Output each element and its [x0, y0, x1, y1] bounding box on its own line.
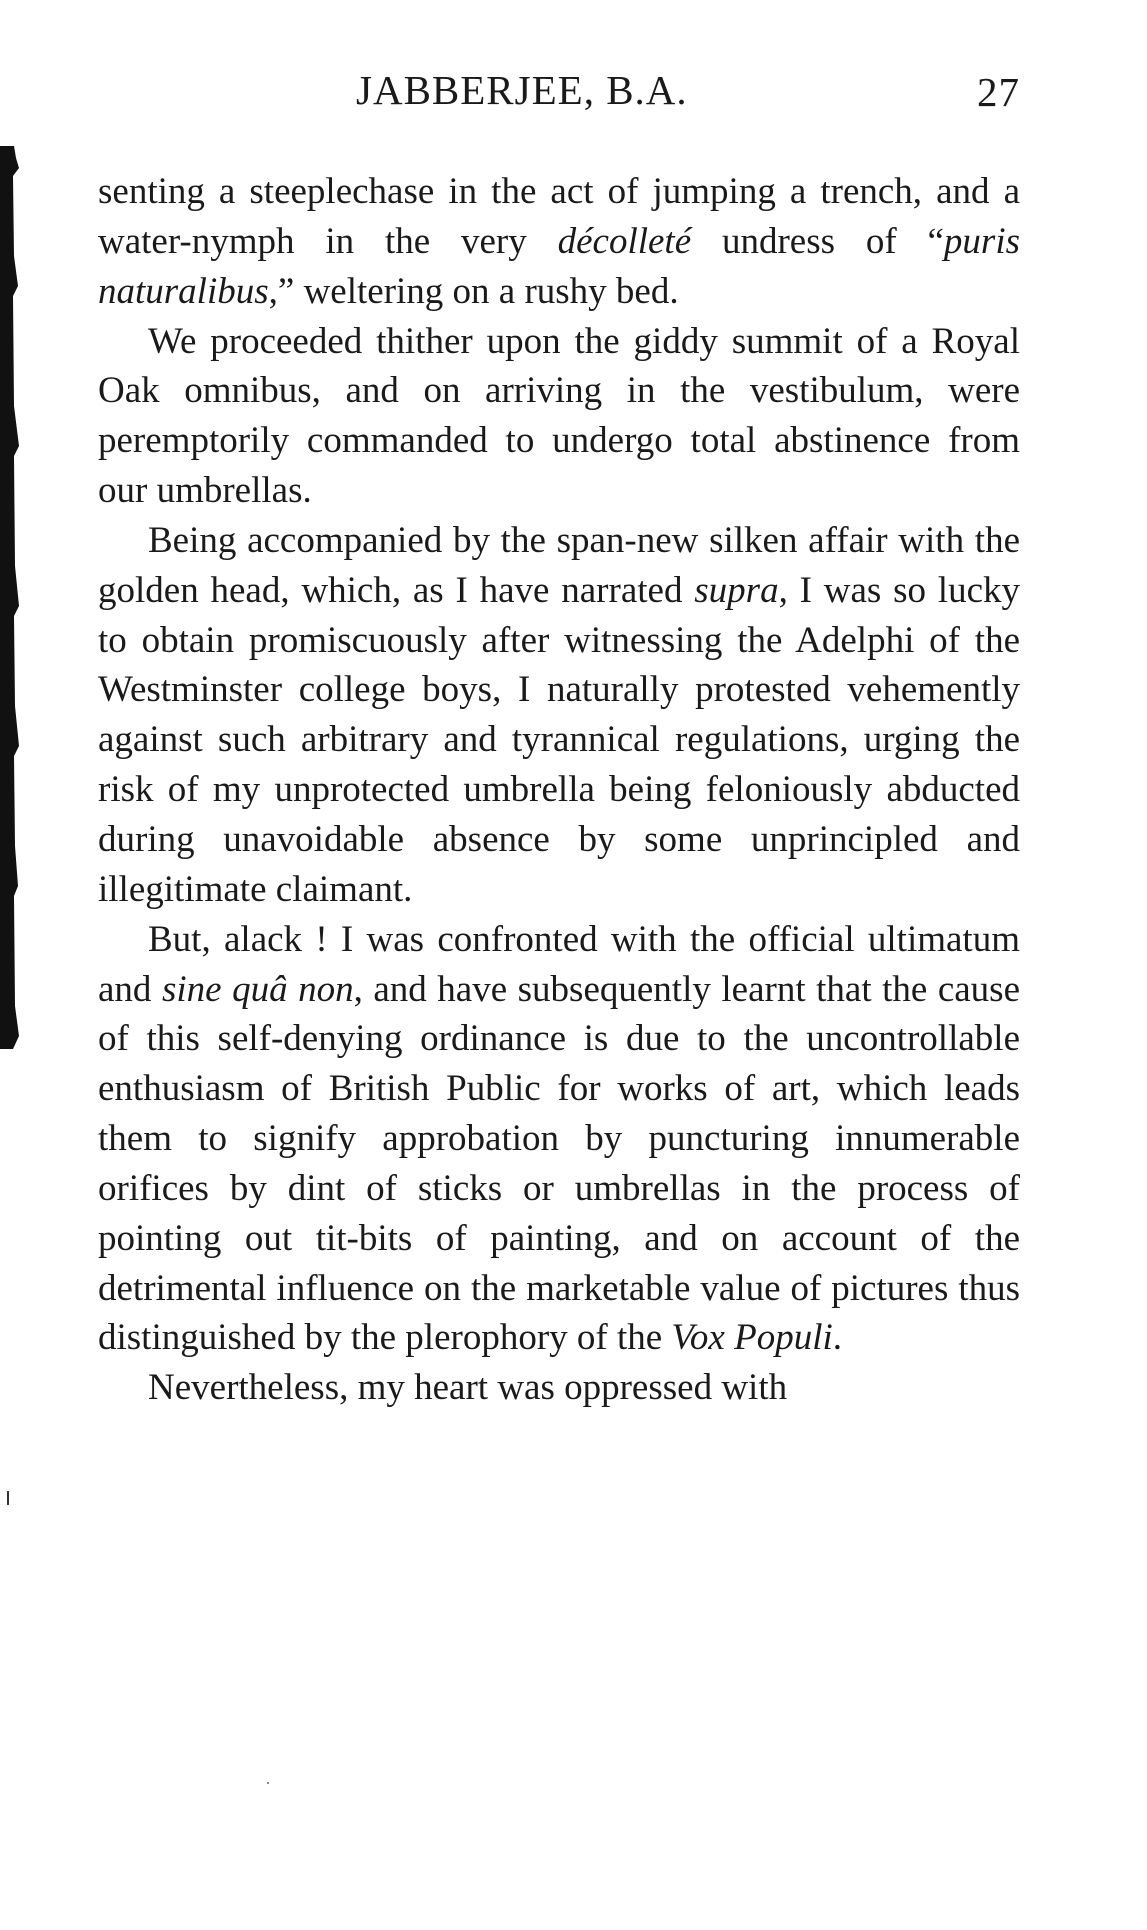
- italic-phrase: sine quâ non: [161, 968, 354, 1010]
- italic-phrase: Vox Populi: [671, 1317, 833, 1359]
- text-run: .: [832, 1317, 843, 1359]
- binding-edge-mark: [0, 146, 20, 1049]
- running-title: JABBERJEE, B.A.: [356, 67, 688, 113]
- paper-dot: [267, 1782, 269, 1784]
- italic-phrase: puris naturalibus: [98, 220, 1020, 312]
- text-run: senting a steeplechase in the act of jumping a trench, and a water-nymph in the very: [98, 171, 1020, 262]
- paragraph: [98, 1363, 1020, 1413]
- paragraph: [98, 516, 1020, 915]
- paragraph: [98, 317, 1020, 516]
- text-run: We proceeded thither upon the giddy summit of a Royal Oak omnibus, and on arriving in the vestibulum, were peremptorily commanded to undergo total abstinence from our umbrellas.: [98, 320, 1020, 512]
- italic-phrase: supra: [694, 569, 779, 611]
- text-run: ,” weltering on a rushy bed.: [268, 270, 679, 312]
- text-run: , I was so lucky to obtain promiscuously after witnessing the Adelphi of the Westminster college boys, I naturally protested vehemently against such arbitrary and tyrannical regulations, urging the risk of my unprotected umbrella being feloniously abducted during unavoidable absence by some unprincipled and illegitimate claimant.: [98, 569, 1020, 910]
- text-run: Nevertheless, my heart was oppressed with: [148, 1367, 788, 1409]
- page-number: 27: [977, 69, 1020, 115]
- paragraph: [98, 167, 1020, 317]
- body-text: [98, 167, 1020, 1413]
- text-run: , and have subsequently learnt that the cause of this self-denying ordinance is due to the uncontrollable enthusiasm of British Public for works of art, which leads them to signify approbation by puncturing innumerable orifices by dint of sticks or umbrellas in the process of pointing out tit-bits of painting, and on account of the detrimental influence on the marketable value of pictures thus distinguished by the plerophory of the: [98, 968, 1020, 1359]
- text-run: But, alack ! I was confronted with the official ultimatum and: [98, 918, 1020, 1010]
- text-run: undress of “: [691, 220, 944, 262]
- text-run: Being accompanied by the span-new silken affair with the golden head, which, as I have narrated: [98, 519, 1020, 611]
- italic-phrase: décolleté: [557, 220, 692, 262]
- paragraph: [98, 915, 1020, 1364]
- page-header: [98, 58, 1020, 118]
- margin-speck: [7, 1491, 9, 1505]
